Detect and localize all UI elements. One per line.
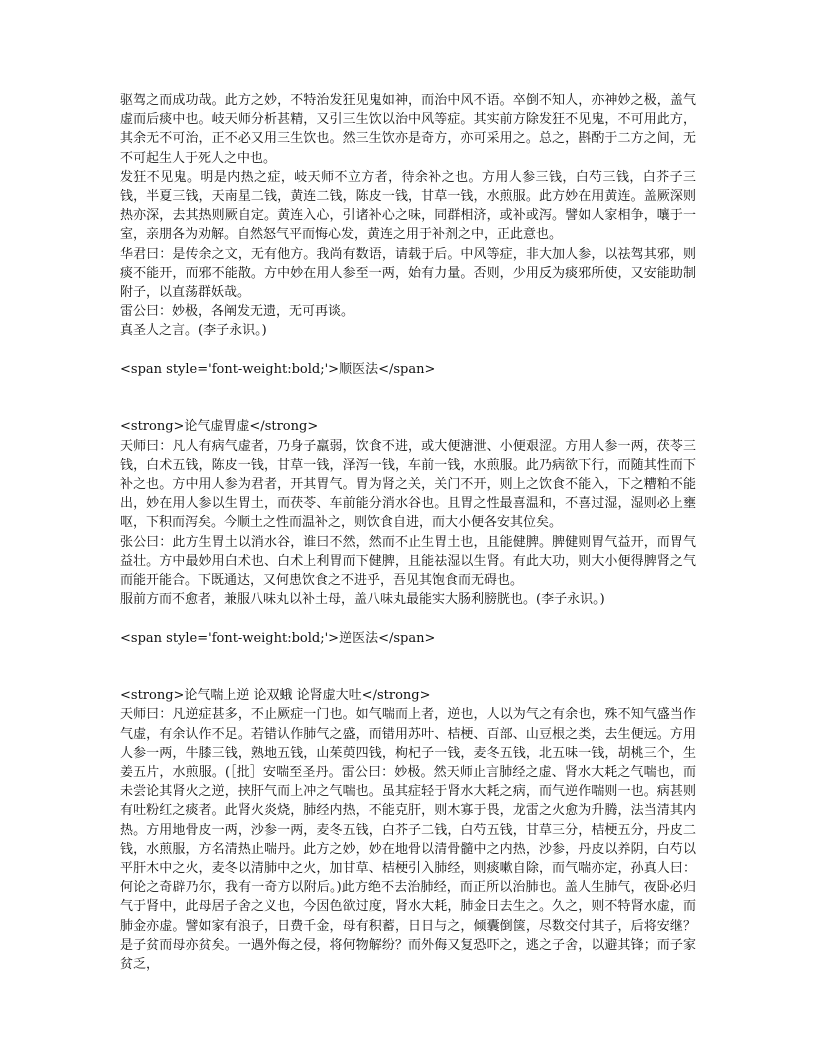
paragraph: 天师曰：凡人有病气虚者，乃身子羸弱，饮食不进，或大便溏泄、小便艰涩。方用人参一两，茯苓三钱，白术五钱，陈皮一钱，甘草一钱，泽泻一钱，车前一钱，水煎服。此乃病欲下行，而随其性而下补之也。方中用人参为君者，开其胃气。胃为肾之关，关门不开，则上之饮食不能入，下之糟粕不能出，妙在用人参以生胃土，而茯苓、车前能分消水谷也。且胃之性最喜温和，不喜过湿，湿则必上壅呕，下积而泻矣。今顺土之性而温补之，则饮食自进，而大小便各安其位矣。: [120, 438, 696, 531]
paragraph: 雷公曰：妙极，各阐发无遗，无可再谈。: [120, 304, 355, 320]
section-title-raw-markup: <span style='font-weight:bold;'>逆医法</span>: [120, 630, 436, 646]
paragraph: 驱驾之而成功哉。此方之妙，不特治发狂见鬼如神，而治中风不语。卒倒不知人，亦神妙之极，盖气虚而后痰中也。岐天师分析甚精，又引三生饮以治中风等症。其实前方除发狂不见鬼，不可用此方，其余无不可治，正不必又用三生饮也。然三生饮亦是奇方，亦可采用之。总之，斟酌于二方之间，无不可起生人于死人之中也。: [120, 93, 696, 166]
heading-raw-markup: <strong>论气喘上逆 论双蛾 论肾虚大吐</strong>: [120, 688, 431, 704]
spacer: [120, 648, 696, 686]
heading-raw-markup: <strong>论气虚胃虚</strong>: [120, 419, 319, 435]
paragraph: 华君曰：是传余之文，无有他方。我尚有数语，请载于后。中风等症，非大加人参，以祛驾其邪，则痰不能开，而邪不能散。方中妙在用人参至一两，始有力量。否则，少用反为痰邪所使，又安能助制附子，以直荡群妖哉。: [120, 246, 696, 301]
document-page: [120, 91, 696, 974]
paragraph: 天师曰：凡逆症甚多，不止厥症一门也。如气喘而上者，逆也，人以为气之有余也，殊不知气盛当作气虚，有余认作不足。若错认作肺气之盛，而错用苏叶、桔梗、百部、山豆根之类，去生便远。方用人参一两，牛膝三钱，熟地五钱，山茱萸四钱，枸杞子一钱，麦冬五钱，北五味一钱，胡桃三个，生姜五片，水煎服。(［批］安喘至圣丹。雷公曰：妙极。然天师止言肺经之虚、肾水大耗之气喘也，而未尝论其肾火之逆，挟肝气而上冲之气喘也。虽其症轻于肾水大耗之病，而气逆作喘则一也。病甚则有吐粉红之痰者。此肾火炎烧，肺经内热，不能克肝，则木寡于畏，龙雷之火愈为升腾，法当清其内热。方用地骨皮一两，沙参一两，麦冬五钱，白芥子二钱，白芍五钱，甘草三分，桔梗五分，丹皮二钱，水煎服，方名清热止喘丹。此方之妙，妙在地骨以清骨髓中之内热，沙参，丹皮以养阴，白芍以平肝木中之火，麦冬以清肺中之火，加甘草、桔梗引入肺经，则痰嗽自除，而气喘亦定，孙真人曰：何论之奇辟乃尔，我有一奇方以附后。)此方绝不去治肺经，而正所以治肺也。盖人生肺气，夜卧必归气于肾中，此母居子舍之义也，今因色欲过度，肾水大耗，肺金日去生之。久之，则不特肾水虚，而肺金亦虚。譬如家有浪子，日费千金，母有积蓄，日日与之，倾囊倒箧，尽数交付其子，后将安继？是子贫而母亦贫矣。一遇外侮之侵，将何物解纷？而外侮又复恐吓之，逃之子舍，以避其锋；而子家贫乏，: [120, 707, 696, 973]
paragraph: 真圣人之言。(李子永识。): [120, 323, 267, 339]
spacer: [120, 341, 696, 360]
paragraph: 发狂不见鬼。明是内热之症，岐天师不立方者，待余补之也。方用人参三钱，白芍三钱，白芥子三钱，半夏三钱，天南星二钱，黄连二钱，陈皮一钱，甘草一钱，水煎服。此方妙在用黄连。盖厥深则热亦深，去其热则厥自定。黄连入心，引诸补心之味，同群相济，或补或泻。譬如人家相争，嚷于一室，亲朋各为劝解。自然怒气平而悔心发，黄连之用于补剂之中，正此意也。: [120, 169, 696, 243]
paragraph: 张公曰：此方生胃土以消水谷，谁曰不然，然而不止生胃土也，且能健脾。脾健则胃气益开，而胃气益壮。方中最妙用白术也、白术上利胃而下健脾，且能祛湿以生肾。有此大功，则大小便得脾肾之气而能开能合。下既通达，又何患饮食之不进乎，吾见其饱食而无碍也。: [120, 534, 696, 589]
spacer: [120, 609, 696, 628]
spacer: [120, 379, 696, 417]
section-title-raw-markup: <span style='font-weight:bold;'>顺医法</span>: [120, 361, 436, 377]
paragraph: 服前方而不愈者，兼服八味丸以补土母，盖八味丸最能实大肠利膀胱也。(李子永识。): [120, 592, 605, 608]
